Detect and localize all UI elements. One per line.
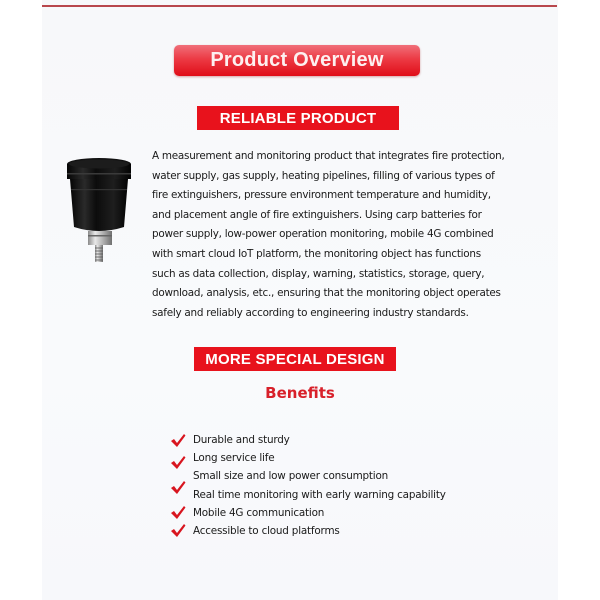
benefit-label: Real time monitoring with early warning capability — [193, 488, 446, 501]
pressure-sensor-icon — [62, 155, 137, 265]
description-line: A measurement and monitoring product that integrates fire protection, — [152, 150, 505, 162]
benefit-item — [170, 504, 490, 522]
product-overview-heading: Product Overview — [174, 45, 420, 76]
red-checkmark-icon — [170, 505, 186, 520]
benefit-label: Durable and sturdy — [193, 434, 290, 446]
description-line: such as data collection, display, warning, statistics, storage, query, — [152, 267, 485, 280]
benefit-item — [170, 467, 490, 485]
product-description — [152, 147, 512, 323]
description-line: and placement angle of fire extinguishers. Using carp batteries for — [152, 208, 482, 221]
benefit-item — [170, 449, 490, 467]
red-checkmark-icon — [170, 433, 186, 448]
product-image — [62, 155, 137, 265]
benefit-item — [170, 486, 490, 504]
red-checkmark-icon — [170, 480, 186, 495]
description-line: water supply, gas supply, heating pipelines, filling of various types of — [152, 169, 495, 182]
benefit-label: Accessible to cloud platforms — [193, 524, 340, 537]
red-checkmark-icon — [170, 523, 186, 538]
benefit-label: Small size and low power consumption — [193, 470, 389, 483]
benefits-title: Benefits — [265, 384, 335, 402]
special-design-banner: MORE SPECIAL DESIGN — [194, 347, 396, 371]
top-divider — [42, 5, 557, 7]
description-line: safely and reliably according to engineering industry standards. — [152, 306, 469, 319]
benefit-label: Mobile 4G communication — [193, 506, 325, 519]
description-line: with smart cloud IoT platform, the monitoring object has functions — [152, 247, 481, 260]
description-line: fire extinguishers, pressure environment temperature and humidity, — [152, 189, 491, 202]
benefit-item — [170, 522, 490, 540]
benefit-label: Long service life — [193, 452, 275, 465]
description-line: power supply, low-power operation monitoring, mobile 4G combined — [152, 228, 494, 241]
benefits-list — [170, 431, 490, 540]
reliable-product-banner: RELIABLE PRODUCT — [197, 106, 399, 130]
benefit-item — [170, 431, 490, 449]
description-line: download, analysis, etc., ensuring that the monitoring object operates — [152, 287, 501, 300]
